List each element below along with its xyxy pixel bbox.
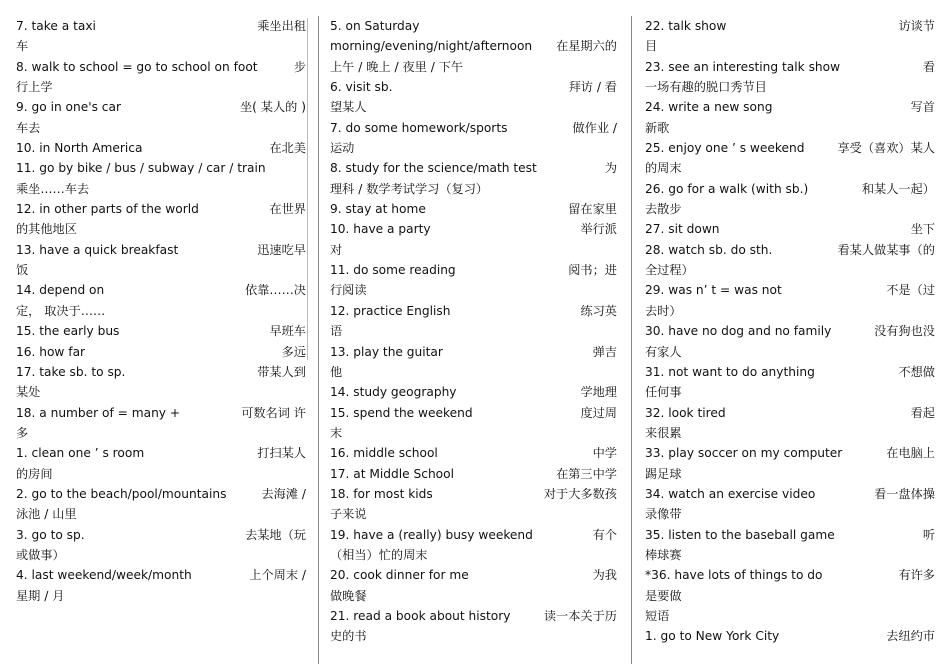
phrase-chinese: 坐( 某人的 ) — [236, 97, 306, 117]
phrase-english: 15. the early bus — [16, 324, 120, 339]
phrase-entry — [330, 199, 617, 219]
phrase-chinese: 举行派 — [576, 219, 617, 239]
phrase-entry — [16, 280, 306, 321]
phrase-chinese-continued: 上午 / 晚上 / 夜里 / 下午 — [330, 59, 464, 74]
phrase-entry — [16, 525, 306, 566]
phrase-english: 13. play the guitar — [330, 344, 443, 359]
phrase-entry — [16, 362, 306, 403]
phrase-chinese-continued: 新歌 — [645, 120, 670, 135]
phrase-entry — [16, 158, 306, 199]
column-divider-left — [318, 16, 319, 664]
phrase-entry — [645, 321, 935, 362]
phrase-entry — [330, 382, 617, 402]
phrase-chinese: 看某人做某事（的 — [834, 240, 936, 260]
phrase-chinese-continued: 饭 — [16, 263, 29, 278]
phrase-english: 9. go in one's car — [16, 100, 121, 115]
phrase-chinese: 看一盘体操 — [870, 484, 935, 504]
phrase-entry — [330, 301, 617, 342]
phrase-chinese-continued: 某处 — [16, 385, 41, 400]
phrase-chinese-continued: 的周末 — [645, 161, 682, 176]
phrase-english: 11. do some reading — [330, 263, 456, 278]
phrase-english: 21. read a book about history — [330, 608, 511, 623]
phrase-chinese: 为 — [601, 158, 617, 178]
phrase-entry — [330, 118, 617, 159]
phrase-english: 15. spend the weekend — [330, 405, 473, 420]
phrase-chinese-continued: 目 — [645, 39, 658, 54]
phrase-chinese-continued: 子来说 — [330, 507, 367, 522]
phrase-entry — [645, 280, 935, 321]
phrase-chinese-continued: 或做事） — [16, 547, 65, 562]
phrase-entry — [16, 443, 306, 484]
phrase-chinese-continued: 去散步 — [645, 202, 682, 217]
phrase-chinese: 练习英 — [576, 301, 617, 321]
phrase-chinese: 没有狗也没 — [870, 321, 935, 341]
phrase-english: 12. in other parts of the world — [16, 202, 199, 217]
phrase-english: 6. visit sb. — [330, 80, 393, 95]
phrase-chinese: 乘坐出租 — [253, 16, 306, 36]
phrase-english: 20. cook dinner for me — [330, 568, 469, 583]
phrase-english: 23. see an interesting talk show — [645, 59, 841, 74]
phrase-english: 14. study geography — [330, 385, 457, 400]
phrase-entry — [16, 565, 306, 606]
phrase-entry — [16, 57, 306, 98]
phrase-chinese-continued: 语 — [330, 324, 343, 339]
phrase-entry — [16, 97, 306, 138]
phrase-chinese: 为我 — [589, 565, 617, 585]
phrase-chinese-continued: 行阅读 — [330, 283, 367, 298]
phrase-chinese: 依靠……决 — [241, 280, 306, 300]
phrase-chinese: 在星期六的 — [552, 36, 617, 56]
phrase-english: 12. practice English — [330, 303, 451, 318]
phrase-chinese: 中学 — [589, 443, 617, 463]
phrase-english: 17. at Middle School — [330, 466, 454, 481]
phrase-entry — [645, 138, 935, 179]
phrase-chinese: 读一本关于历 — [540, 606, 617, 626]
phrase-english: 19. have a (really) busy weekend — [330, 527, 533, 542]
phrase-chinese: 度过周 — [576, 403, 617, 423]
phrase-chinese-continued: 乘坐……车去 — [16, 181, 90, 196]
phrase-chinese: 不想做 — [894, 362, 935, 382]
phrase-entry — [645, 57, 935, 98]
phrase-english: 3. go to sp. — [16, 527, 85, 542]
phrase-chinese-continued: 理科 / 数学考试学习（复习） — [330, 181, 489, 196]
phrase-chinese: 对于大多数孩 — [540, 484, 617, 504]
phrase-english: 16. how far — [16, 344, 86, 359]
phrase-entry — [330, 464, 617, 484]
phrase-chinese: 不是（过 — [882, 280, 935, 300]
phrase-chinese: 迅速吃早 — [253, 240, 306, 260]
phrase-entry — [16, 342, 306, 362]
phrase-english: 16. middle school — [330, 446, 438, 461]
phrase-chinese-continued: 车 — [16, 39, 29, 54]
phrase-chinese: 阅书；进 — [564, 260, 617, 280]
phrase-english: 18. a number of = many + — [16, 405, 181, 420]
phrase-chinese-continued: 的其他地区 — [16, 222, 77, 237]
phrase-english: 28. watch sb. do sth. — [645, 242, 773, 257]
phrase-chinese-continued: 星期 / 月 — [16, 588, 65, 603]
phrase-chinese: 写首 — [907, 97, 935, 117]
phrase-english: 14. depend on — [16, 283, 105, 298]
phrase-column-1 — [16, 16, 306, 606]
phrase-chinese: 听 — [919, 525, 935, 545]
phrase-english: 30. have no dog and no family — [645, 324, 832, 339]
phrase-entry — [330, 219, 617, 260]
phrase-chinese-continued: 行上学 — [16, 80, 53, 95]
phrase-chinese: 有个 — [589, 525, 617, 545]
phrase-chinese-continued: 棒球赛 — [645, 547, 682, 562]
phrase-chinese-continued: 去时） — [645, 303, 682, 318]
phrase-chinese: 步 — [290, 57, 306, 77]
phrase-chinese-continued: 有家人 — [645, 344, 682, 359]
phrase-chinese: 做作业 / — [568, 118, 617, 138]
phrase-english: 32. look tired — [645, 405, 726, 420]
phrase-chinese: 拜访 / 看 — [565, 77, 617, 97]
phrase-chinese-continued: 末 — [330, 425, 343, 440]
phrase-entry — [645, 443, 935, 484]
phrase-english: 33. play soccer on my computer — [645, 446, 843, 461]
phrase-chinese: 去纽约市 — [882, 626, 935, 646]
phrase-entry — [16, 138, 306, 158]
phrase-english: 7. take a taxi — [16, 19, 96, 33]
phrase-entry — [645, 179, 935, 220]
phrase-english: 17. take sb. to sp. — [16, 364, 126, 379]
phrase-entry — [330, 525, 617, 566]
phrase-english: 5. on Saturday — [330, 19, 420, 33]
phrase-chinese: 坐下 — [907, 219, 935, 239]
phrase-entry — [330, 77, 617, 118]
phrase-chinese-continued: 全过程） — [645, 263, 694, 278]
phrase-chinese-continued: 踢足球 — [645, 466, 682, 481]
phrase-entry — [330, 484, 617, 525]
phrase-chinese: 有许多 — [894, 565, 935, 585]
phrase-chinese-continued: 录像带 — [645, 507, 682, 522]
phrase-english: 1. go to New York City — [645, 629, 780, 644]
phrase-entry — [16, 321, 306, 341]
phrase-english: 25. enjoy one ’ s weekend — [645, 141, 805, 156]
phrase-entry — [16, 403, 306, 444]
phrase-english: 34. watch an exercise video — [645, 486, 816, 501]
phrase-chinese-continued: 望某人 — [330, 100, 367, 115]
phrase-entry — [330, 403, 617, 444]
phrase-english: 26. go for a walk (with sb.) — [645, 181, 809, 196]
phrase-chinese: 在第三中学 — [552, 464, 617, 484]
phrase-english: 7. do some homework/sports — [330, 120, 508, 135]
phrase-chinese-continued: 的房间 — [16, 466, 53, 481]
phrase-chinese-continued: 定， 取决于…… — [16, 303, 106, 318]
phrase-chinese-continued: 一场有趣的脱口秀节目 — [645, 80, 767, 95]
phrase-chinese: 在电脑上 — [882, 443, 935, 463]
phrase-entry — [645, 626, 935, 646]
phrase-chinese-continued: 车去 — [16, 120, 41, 135]
phrase-english: 24. write a new song — [645, 100, 773, 115]
phrase-entry — [645, 97, 935, 138]
phrase-entry — [330, 443, 617, 463]
phrase-english: 18. for most kids — [330, 486, 433, 501]
phrase-chinese-continued: 是要做 — [645, 588, 682, 603]
phrase-entry — [645, 565, 935, 606]
phrase-chinese: 和某人一起） — [858, 179, 935, 199]
phrase-english: 35. listen to the baseball game — [645, 527, 835, 542]
phrase-chinese-continued: 来很累 — [645, 425, 682, 440]
phrase-entry — [645, 219, 935, 239]
column-divider-faint — [307, 18, 308, 360]
phrase-entry — [645, 16, 935, 57]
phrase-entry — [330, 36, 617, 77]
phrase-chinese: 留在家里 — [564, 199, 617, 219]
phrase-entry — [645, 606, 935, 626]
phrase-chinese-continued: 运动 — [330, 141, 355, 156]
phrase-chinese-continued: 史的书 — [330, 629, 367, 644]
phrase-english: 22. talk show — [645, 19, 727, 33]
phrase-entry — [645, 362, 935, 403]
phrase-chinese: 带某人到 — [253, 362, 306, 382]
phrase-entry — [16, 484, 306, 525]
phrase-chinese-continued: 他 — [330, 364, 343, 379]
phrase-chinese: 访谈节 — [894, 16, 935, 36]
phrase-english: 8. walk to school = go to school on foot — [16, 59, 258, 74]
phrase-chinese: 弹吉 — [589, 342, 617, 362]
phrase-chinese: 在世界 — [265, 199, 306, 219]
phrase-column-3 — [645, 16, 935, 647]
phrase-entry — [330, 565, 617, 606]
phrase-english: morning/evening/night/afternoon — [330, 39, 533, 54]
phrase-chinese: 去某地（玩 — [241, 525, 306, 545]
phrase-chinese: 可数名词 许 — [237, 403, 306, 423]
phrase-chinese-continued: 任何事 — [645, 385, 682, 400]
phrase-entry — [16, 240, 306, 281]
phrase-chinese: 看起 — [907, 403, 935, 423]
phrase-english: 4. last weekend/week/month — [16, 568, 192, 583]
phrase-chinese: 多远 — [278, 342, 306, 362]
phrase-chinese: 享受（喜欢）某人 — [834, 138, 936, 158]
phrase-chinese: 打扫某人 — [253, 443, 306, 463]
phrase-english: 1. clean one ’ s room — [16, 446, 145, 461]
phrase-entry — [16, 199, 306, 240]
phrase-chinese-continued: 对 — [330, 242, 343, 257]
column-divider-right — [631, 16, 632, 664]
phrase-english: 11. go by bike / bus / subway / car / train — [16, 161, 266, 176]
phrase-english: 31. not want to do anything — [645, 364, 815, 379]
phrase-english: 10. in North America — [16, 141, 143, 156]
phrase-chinese-continued: 做晚餐 — [330, 588, 367, 603]
phrase-english: 10. have a party — [330, 222, 431, 237]
phrase-column-2 — [330, 16, 617, 647]
phrase-english: 13. have a quick breakfast — [16, 242, 179, 257]
phrase-entry — [16, 16, 306, 57]
phrase-entry — [645, 403, 935, 444]
phrase-entry — [330, 158, 617, 199]
phrase-chinese-continued: 泳池 / 山里 — [16, 507, 77, 522]
phrase-english: *36. have lots of things to do — [645, 568, 823, 583]
phrase-english: 29. was n’ t = was not — [645, 283, 782, 298]
phrase-entry — [330, 16, 617, 36]
phrase-entry — [330, 606, 617, 647]
phrase-english: 短语 — [645, 608, 670, 623]
phrase-entry — [645, 525, 935, 566]
phrase-english: 27. sit down — [645, 222, 720, 237]
phrase-chinese: 学地理 — [576, 382, 617, 402]
phrase-entry — [645, 484, 935, 525]
phrase-chinese-continued: 多 — [16, 425, 29, 440]
phrase-chinese: 去海滩 / — [257, 484, 306, 504]
phrase-english: 8. study for the science/math test — [330, 161, 537, 176]
phrase-english: 2. go to the beach/pool/mountains — [16, 486, 227, 501]
phrase-chinese: 上个周末 / — [245, 565, 306, 585]
phrase-english: 9. stay at home — [330, 202, 426, 217]
phrase-entry — [645, 240, 935, 281]
phrase-entry — [330, 260, 617, 301]
phrase-chinese: 在北美 — [265, 138, 306, 158]
phrase-chinese-continued: （相当）忙的周末 — [330, 547, 428, 562]
phrase-chinese: 早班车 — [265, 321, 306, 341]
phrase-entry — [330, 342, 617, 383]
phrase-chinese: 看 — [919, 57, 935, 77]
